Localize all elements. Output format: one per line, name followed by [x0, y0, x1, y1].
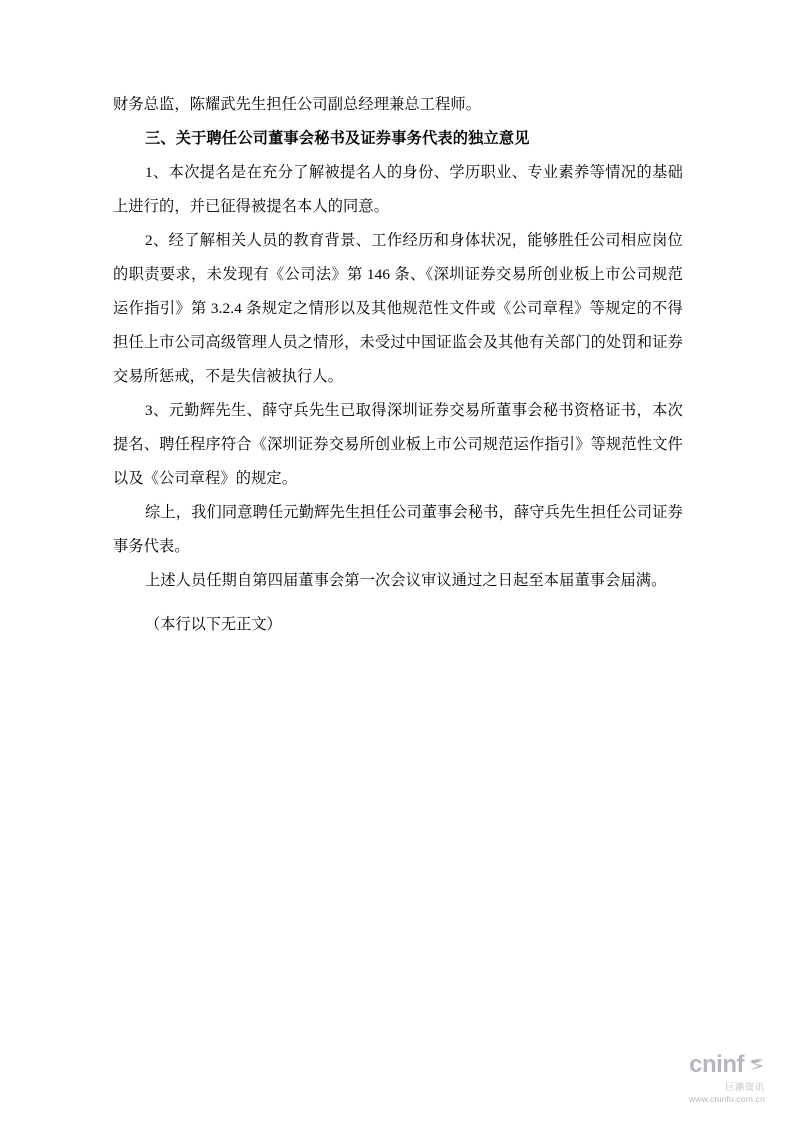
cninfo-logo-icon	[748, 1057, 765, 1074]
watermark-brand-text: cninf	[689, 1051, 744, 1078]
cninfo-watermark	[689, 1051, 765, 1104]
paragraph-spacer	[113, 598, 683, 608]
paragraph-item-2: 2、经了解相关人员的教育背景、工作经历和身体状况，能够胜任公司相应岗位的职责要求，未发现有《公司法》第 146 条、《深圳证券交易所创业板上市公司规范运作指引》第 3.2.4 条规定之情形以及其他规范性文件或《公司章程》等规定的不得担任上市公司高级管理人员之情形，未受过中国证监会及其他有关部门的处罚和证券交易所惩戒，不是失信被执行人。	[113, 232, 683, 385]
paragraph-item-3: 3、元勤辉先生、薛守兵先生已取得深圳证券交易所董事会秘书资格证书，本次提名、聘任程序符合《深圳证券交易所创业板上市公司规范运作指引》等规范性文件以及《公司章程》的规定。	[113, 402, 683, 487]
paragraph-cfo-line: 财务总监，陈耀武先生担任公司副总经理兼总工程师。	[113, 96, 482, 113]
watermark-brand-row	[689, 1051, 765, 1079]
watermark-url: www.cninfo.com.cn	[688, 1094, 765, 1104]
paragraph-conclusion: 综上，我们同意聘任元勤辉先生担任公司董事会秘书，薛守兵先生担任公司证券事务代表。	[113, 504, 683, 555]
paragraph-item-1: 1、本次提名是在充分了解被提名人的身份、学历职业、专业素养等情况的基础上进行的，并已征得被提名本人的同意。	[113, 164, 683, 215]
paragraph-end-note: （本行以下无正文）	[145, 616, 282, 633]
paragraph-term: 上述人员任期自第四届董事会第一次会议审议通过之日起至本届董事会届满。	[145, 572, 667, 589]
watermark-subtitle: 巨潮资讯	[724, 1082, 765, 1092]
document-body	[113, 88, 683, 642]
section-heading-three: 三、关于聘任公司董事会秘书及证券事务代表的独立意见	[145, 130, 530, 147]
